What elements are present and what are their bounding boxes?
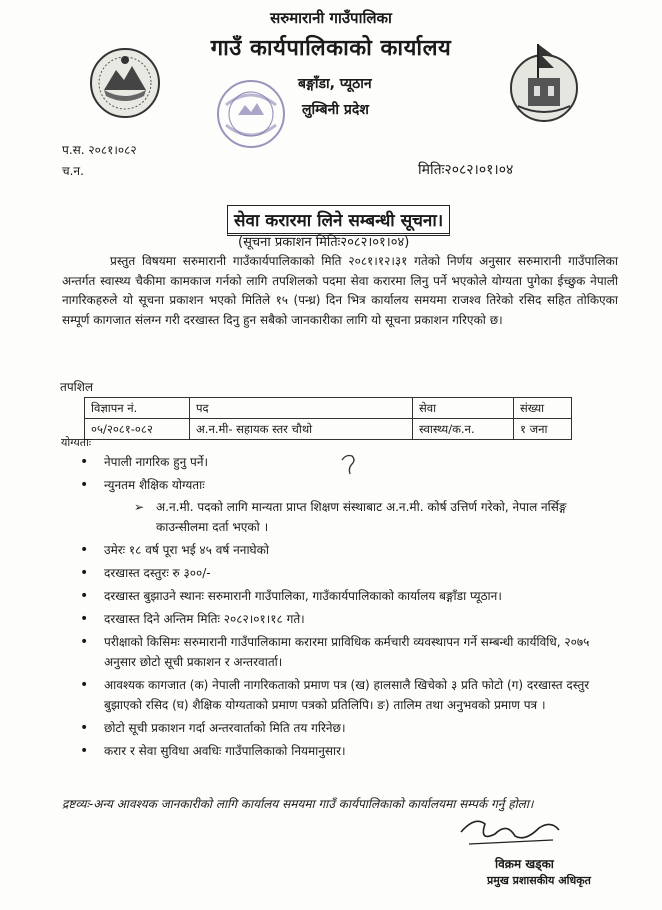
- dispatch-number: च.न.: [62, 164, 84, 178]
- criteria-list: [70, 452, 610, 764]
- province-name: लुम्बिनी प्रदेश: [302, 102, 369, 118]
- signatory-role: प्रमुख प्रशासकीय अधिकृत: [487, 874, 591, 887]
- table-header-cell: पद: [190, 398, 413, 419]
- table-header-cell: संख्या: [514, 398, 572, 419]
- criteria-text: करार र सेवा सुविधा अवधिः गाउँपालिकाको नियमानुसार।: [104, 744, 346, 758]
- note-text: द्रष्टव्यः-अन्य आवश्यक जानकारीको लागि कार्यालय समयमा गाउँ कार्यपालिकाको कार्यालयमा सम्पर्क गर्नु होला।: [62, 797, 534, 811]
- bullet-icon: •: [80, 720, 89, 736]
- list-item: [70, 475, 610, 495]
- vacancy-table: [84, 397, 572, 440]
- notice-title: सेवा करारमा लिने सम्बन्धी सूचना।: [227, 205, 450, 236]
- notice-date: मितिः२०८२।०१।०४: [418, 162, 514, 178]
- bullet-icon: •: [80, 477, 89, 493]
- table-row: [85, 419, 572, 440]
- office-stamp-icon: [212, 75, 290, 153]
- municipality-name: सरुमारानी गाउँपालिका: [270, 9, 392, 27]
- sub-list-item: [70, 497, 610, 537]
- criteria-text: न्युनतम शैक्षिक योग्यताः: [104, 478, 205, 492]
- office-location: बङ्गाँडा, प्यूठान: [298, 76, 372, 92]
- bullet-icon: •: [80, 677, 89, 693]
- table-header-row: [85, 398, 572, 419]
- bullet-icon: •: [80, 454, 89, 470]
- table-cell: स्वास्थ्य/क.न.: [413, 419, 514, 440]
- details-label: तपशिल: [60, 380, 94, 394]
- criteria-text: छोटो सूची प्रकाशन गर्दा अन्तरवार्ताको मिति तय गरिनेछ।: [104, 721, 346, 735]
- table-cell: ०५/२०८१-०८२: [85, 419, 190, 440]
- sub-criteria-text: अ.न.मी. पदको लागि मान्यता प्राप्त शिक्षण संस्थाबाट अ.न.मी. कोर्ष उत्तिर्ण गरेको, नेपाल नर्सिङ्ग काउन्सीलमा दर्ता भएको ।: [156, 500, 567, 534]
- list-item: [70, 741, 610, 761]
- table-cell: अ.न.मी- सहायक स्तर चौथो: [190, 419, 413, 440]
- list-item: [70, 540, 610, 560]
- table-header-cell: विज्ञापन नं.: [85, 398, 190, 419]
- signatory-name: विक्रम खड्का: [495, 857, 554, 871]
- table-header-cell: सेवा: [413, 398, 514, 419]
- bullet-icon: •: [80, 588, 89, 604]
- list-item: [70, 563, 610, 583]
- criteria-text: उमेरः १८ वर्ष पूरा भई ४५ वर्ष ननाघेको: [104, 543, 269, 557]
- criteria-text: दरखास्त दस्तुरः रु ३००/-: [104, 566, 211, 580]
- list-item: [70, 452, 610, 472]
- list-item: [70, 718, 610, 738]
- criteria-text: आवश्यक कागजात (क) नेपाली नागरिकताको प्रमाण पत्र (ख) हालसालै खिचेको ३ प्रति फोटो (ग) दरखास्त दस्तुर बुझाएको रसिद (घ) शैक्षिक योग्यताको प्रमाण पत्रको प्रतिलिपि। ङ) तालिम तथा अनुभवको प्रमाण पत्र ।: [104, 678, 590, 712]
- bullet-icon: •: [80, 743, 89, 759]
- criteria-text: दरखास्त दिने अन्तिम मितिः २०८२।०१।१८ गते।: [104, 612, 305, 626]
- criteria-text: परीक्षाको किसिमः सरुमारानी गाउँपालिकामा करारमा प्राविधिक कर्मचारी व्यवस्थापन गर्ने सम्बन्धी कार्यविधि, २०७५ अनुसार छोटो सूची प्रकाशन र अन्तरवार्ता।: [104, 635, 590, 669]
- publication-date: (सूचना प्रकाशन मितिः२०८२।०१।०४): [238, 235, 410, 250]
- bullet-icon: •: [80, 542, 89, 558]
- signature-icon: [455, 812, 565, 852]
- qualification-label: योग्यताः: [61, 436, 92, 449]
- office-name: गाउँ कार्यपालिकाको कार्यालय: [210, 36, 452, 61]
- bullet-icon: •: [80, 611, 89, 627]
- bullet-icon: •: [80, 565, 89, 581]
- list-item: [70, 609, 610, 629]
- table-cell: १ जना: [514, 419, 572, 440]
- list-item: [70, 632, 610, 672]
- criteria-text: दरखास्त बुझाउने स्थानः सरुमारानी गाउँपालिका, गाउँकार्यपालिकाको कार्यालय बङ्गाँडा प्यूठान।: [104, 589, 502, 603]
- list-item: [70, 586, 610, 606]
- list-item: [70, 675, 610, 715]
- bullet-icon: •: [80, 634, 89, 650]
- criteria-text: नेपाली नागरिक हुनु पर्ने।: [104, 455, 209, 469]
- notice-body: प्रस्तुत विषयमा सरुमारानी गाउँकार्यपालिकाको मिति २०८१।१२।३१ गतेको निर्णय अनुसार सरुमारानी गाउँपालिका अन्तर्गत स्वास्थ्य चैकीमा कामकाज गर्नको लागि तपशिलको पदमा सेवा करारमा लिनु पर्ने भएकोले योग्यता पुगेका ईच्छुक नेपाली नागरिकहरुले यो सूचना प्रकाशन भएको मितिले १५ (पन्ध्र) दिन भित्र कार्यालय समयमा राजश्व तिरेको रसिद सहित तोकिएका सम्पूर्ण कागजात संलग्न गरी दरखास्त दिनु हुन सबैको जानकारीका लागि यो सूचना प्रकाशन गरिएको छ।: [62, 254, 618, 327]
- arrow-bullet-icon: ➢: [134, 500, 145, 514]
- letter-number: प.स. २०८१।०८२: [62, 143, 137, 157]
